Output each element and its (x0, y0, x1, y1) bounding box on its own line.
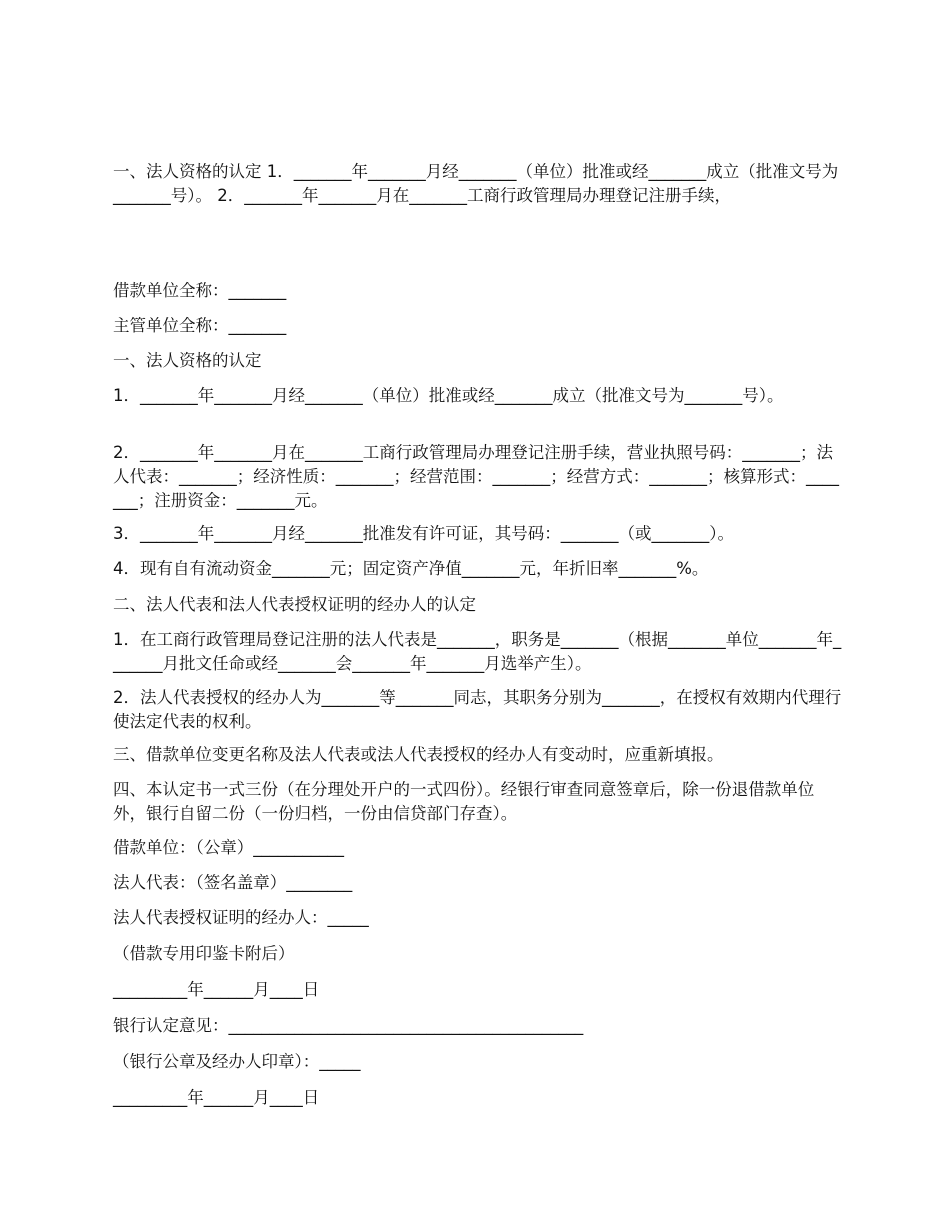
intro-paragraph: 一、法人资格的认定 1．_______年_______月经_______（单位）批准或经_______成立（批准文号为_______号）。 2．_______年_______月在_______工商行政管理局办理登记注册手续， (113, 162, 839, 205)
item-2-2: 2．法人代表授权的经办人为_______等_______同志，其职务分别为_______，在授权有效期内代理行使法定代表的权利。 (113, 688, 842, 731)
item-1-1: 1．_______年_______月经_______（单位）批准或经_______成立（批准文号为_______号）。 (113, 386, 784, 405)
date-line-1: _________年______月____日 (113, 980, 320, 999)
borrower-seal-line: 借款单位：（公章）___________ (113, 838, 344, 857)
legal-rep-seal-line: 法人代表：（签名盖章）________ (113, 873, 353, 892)
seal-card-note: （借款专用印鉴卡附后） (113, 944, 295, 963)
section-heading-4: 四、本认定书一式三份（在分理处开户的一式四份）。经银行审查同意签章后，除一份退借款单位外，银行自留二份（一份归档，一份由信贷部门存查）。 (113, 780, 815, 823)
authorized-agent-line: 法人代表授权证明的经办人：_____ (113, 908, 369, 927)
section-heading-2: 二、法人代表和法人代表授权证明的经办人的认定 (113, 595, 476, 614)
bank-opinion-line: 银行认定意见：___________________________________________ (113, 1016, 584, 1035)
supervisor-full-name: 主管单位全称：_______ (113, 316, 287, 335)
section-heading-3: 三、借款单位变更名称及法人代表或法人代表授权的经办人有变动时，应重新填报。 (113, 745, 724, 764)
section-heading-1: 一、法人资格的认定 (113, 351, 262, 370)
item-1-2: 2．_______年_______月在_______工商行政管理局办理登记注册手续，营业执照号码：_______；法人代表：_______；经济性质：_______；经营范围：_______；经营方式：_______；核算形式：_______；注册资金：_______元。 (113, 443, 839, 510)
item-2-1: 1．在工商行政管理局登记注册的法人代表是_______，职务是_______（根据_______单位_______年_______月批文任命或经_______会_______年_______月选举产生）。 (113, 630, 842, 673)
borrower-full-name: 借款单位全称：_______ (113, 281, 287, 300)
item-1-4: 4．现有自有流动资金_______元；固定资产净值_______元，年折旧率_______%。 (113, 559, 709, 578)
bank-seal-line: （银行公章及经办人印章）：_____ (113, 1052, 361, 1071)
date-line-2: _________年______月____日 (113, 1088, 320, 1107)
item-1-3: 3．_______年_______月经_______批准发有许可证，其号码：_______（或_______）。 (113, 524, 734, 543)
